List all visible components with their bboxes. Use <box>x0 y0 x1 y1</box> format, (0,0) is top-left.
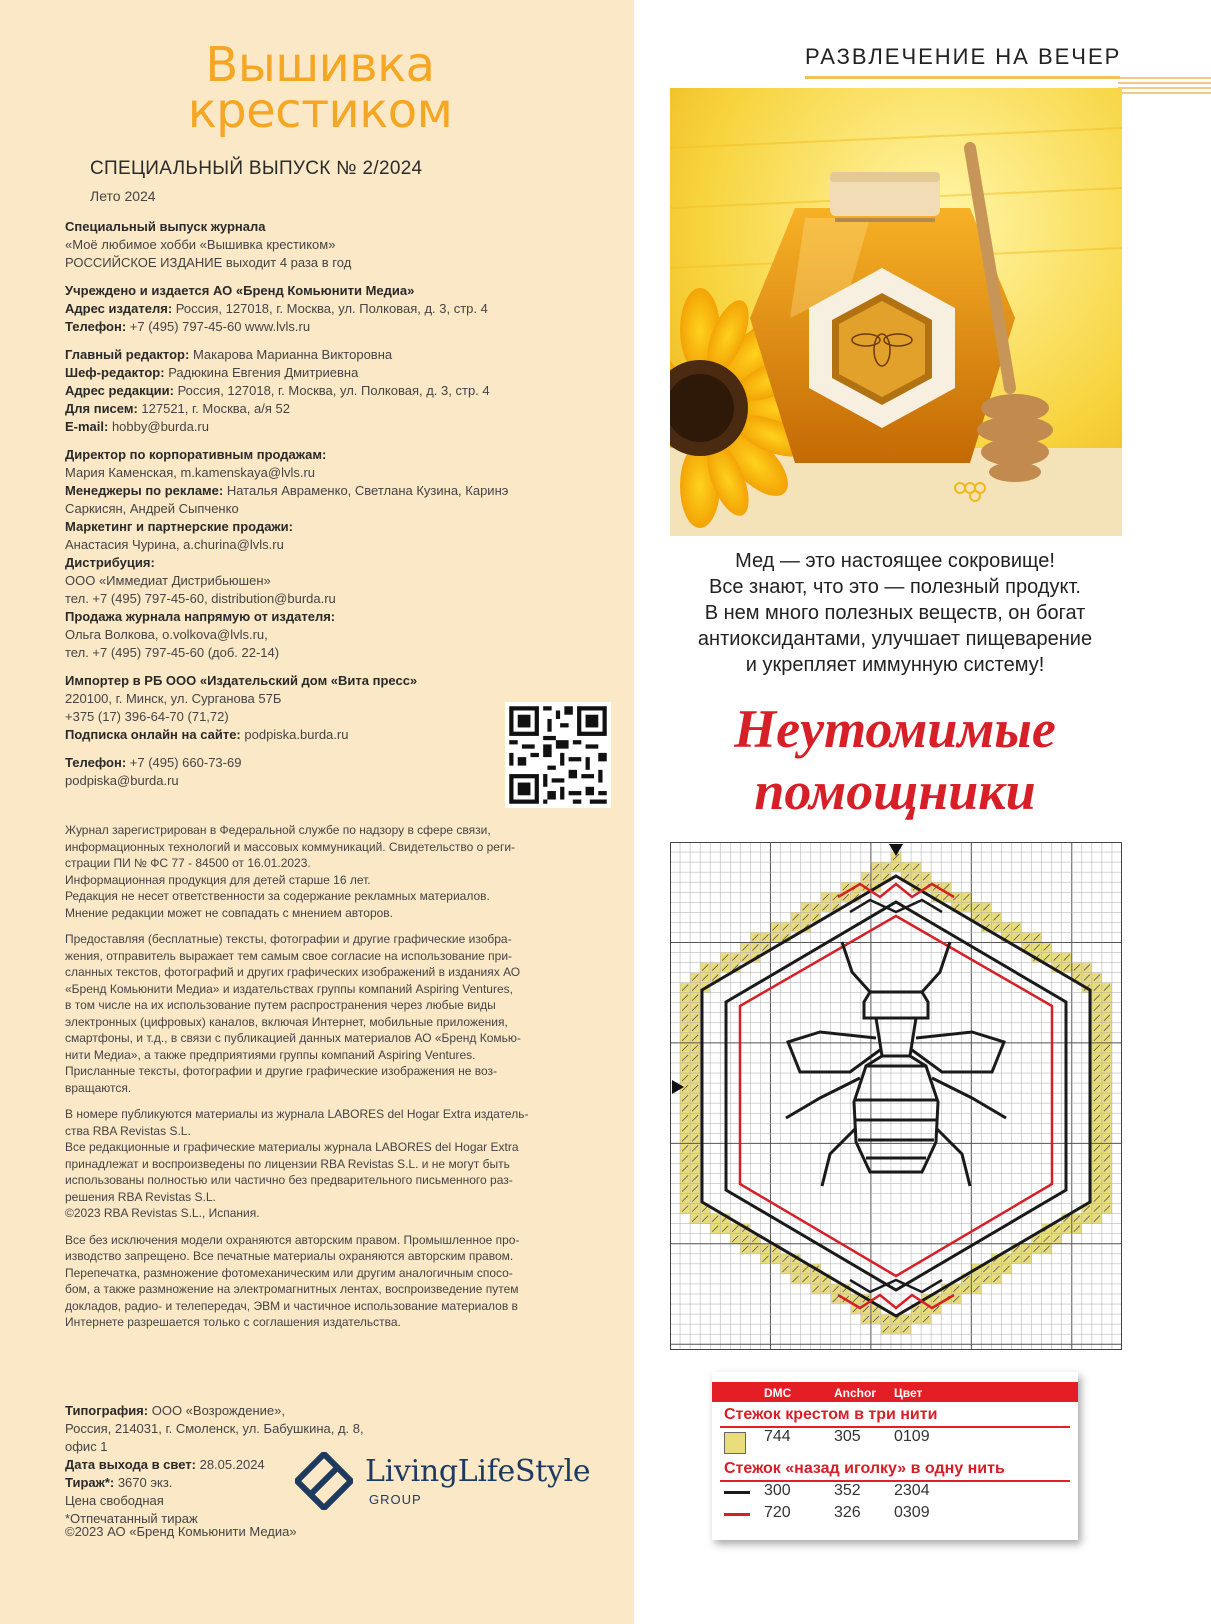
legal-line: Предоставляя (бесплатные) тексты, фотографии и другие графические изобра- <box>65 932 512 946</box>
label: Менеджеры по рекламе: <box>65 483 224 498</box>
cross-stitch-chart <box>670 842 1122 1350</box>
legal-line: нити Медиа», а также предприятиями группы компаний Aspiring Ventures. <box>65 1047 476 1062</box>
legal-line: использованы полностью или частично без предварительного письменного раз- <box>65 1173 513 1187</box>
backstitch-heading: Стежок «назад иголку» в одну нить <box>724 1460 1005 1477</box>
col-dmc: DMC <box>764 1386 792 1400</box>
legal-line: изводство запрещено. Все печатные материалы охраняются авторским правом. <box>65 1249 514 1263</box>
magazine-title <box>155 37 485 139</box>
key-header <box>712 1382 1078 1402</box>
legal-line: докладов, радио- и телепередач, ЭВМ и частичное использование материалов в <box>65 1298 518 1313</box>
special-label: Специальный выпуск журнала <box>65 219 266 234</box>
label: Директор по корпоративным продажам: <box>65 447 327 462</box>
legal-line: ства RBA Revistas S.L. <box>65 1123 191 1138</box>
anchor-code: 352 <box>834 1482 861 1499</box>
importer: Импортер в РБ ООО «Издательский дом «Вита пресс» <box>65 673 418 688</box>
label: Шеф-редактор: <box>65 365 165 380</box>
honeycomb-decor-icon <box>1118 62 1211 102</box>
release-date: 28.05.2024 <box>195 1457 265 1472</box>
legal-line: жения, отправитель выражает тем самым свое согласие на использование при- <box>65 948 513 963</box>
direct-sales: тел. +7 (495) 797-45-60 (доб. 22-14) <box>65 645 280 660</box>
legal-line: Интернете разрешается только с соглашения издательства. <box>65 1315 401 1329</box>
cross-stitch-heading: Стежок крестом в три нити <box>724 1406 938 1423</box>
intro-line: и укрепляет иммунную систему! <box>745 654 1045 676</box>
legal-line: Все без исключения модели охраняются авторским правом. Промышленное про- <box>65 1232 520 1247</box>
legal-line: Все редакционные и графические материалы журнала LABORES del Hogar Extra <box>65 1140 519 1154</box>
logo-name: LivingLifeStyle <box>365 1454 591 1489</box>
intro-line: антиоксидантами, улучшает пищеварение <box>697 628 1093 650</box>
legal-line: Редакция не несет ответственности за содержание рекламных материалов. <box>65 889 490 903</box>
intro-text <box>660 548 1130 678</box>
anchor-code: 305 <box>834 1428 861 1445</box>
col-color: Цвет <box>894 1386 923 1400</box>
price: Цена свободная <box>65 1493 164 1508</box>
key-row <box>712 1482 1078 1502</box>
chef-editor: Радюкина Евгения Дмитриевна <box>164 365 359 380</box>
label: Продажа журнала напрямую от издателя: <box>65 609 336 624</box>
dmc-code: 300 <box>764 1482 791 1499</box>
publisher-address: Россия, 127018, г. Москва, ул. Полковая, д. 3, стр. 4 <box>172 301 488 316</box>
color-code: 0109 <box>894 1428 930 1445</box>
label: Для писем: <box>65 401 138 416</box>
title-line-2: крестиком <box>187 83 453 139</box>
label: Телефон: <box>65 755 127 770</box>
print-run: 3670 экз. <box>114 1475 173 1490</box>
honey-jar-photo <box>670 88 1122 536</box>
importer-phone: +375 (17) 396-64-70 (71,72) <box>65 709 229 724</box>
qr-code-icon[interactable] <box>505 702 611 808</box>
color-code: 2304 <box>894 1482 930 1499</box>
legal-line: Присланные тексты, фотографии и другие графические изображения не воз- <box>65 1064 498 1078</box>
corp-sales: Мария Каменская, m.kamenskaya@lvls.ru <box>65 465 316 480</box>
legal-line: Журнал зарегистрирован в Федеральной службе по надзору в сфере связи, <box>65 823 491 837</box>
intro-line: В нем много полезных веществ, он богат <box>704 602 1086 624</box>
issue-season: Лето 2024 <box>90 188 156 204</box>
dmc-code: 720 <box>764 1504 791 1521</box>
legal-line: ©2023 RBA Revistas S.L., Испания. <box>65 1206 260 1220</box>
label: Адрес издателя: <box>65 301 173 316</box>
label: Типография: <box>65 1403 149 1418</box>
publisher-phone: +7 (495) 797-45-60 www.lvls.ru <box>126 319 311 334</box>
dmc-code: 744 <box>764 1428 791 1445</box>
legal-line: смартфоны, и т.д., в связи с публикацией данных материалов АО «Бренд Комью- <box>65 1031 521 1045</box>
subscription-phone: +7 (495) 660-73-69 <box>126 755 242 770</box>
legal-line: принадлежат и воспроизведены по лицензии RBA Revistas S.L. и не могут быть <box>65 1156 510 1171</box>
legal-line: Информационная продукция для детей старше 16 лет. <box>65 872 371 887</box>
issue-number: СПЕЦИАЛЬНЫЙ ВЫПУСК № 2/2024 <box>90 158 423 179</box>
section-title: РАЗВЛЕЧЕНИЕ НА ВЕЧЕР <box>805 44 1122 69</box>
yellow-swatch-icon <box>724 1432 746 1454</box>
legal-line: решения RBA Revistas S.L. <box>65 1189 216 1204</box>
headline-line-1: Неутомимые <box>734 699 1056 759</box>
label: Главный редактор: <box>65 347 190 362</box>
label: Адрес редакции: <box>65 383 174 398</box>
legal-line: В номере публикуются материалы из журнала LABORES del Hogar Extra издатель- <box>65 1107 529 1121</box>
legal-line: вращаются. <box>65 1080 132 1095</box>
letters-address: 127521, г. Москва, а/я 52 <box>137 401 290 416</box>
legal-paragraph <box>65 931 595 1096</box>
print-run-note: *Отпечатанный тираж <box>65 1511 198 1526</box>
label: Маркетинг и партнерские продажи: <box>65 519 293 534</box>
chief-editor: Макарова Марианна Викторовна <box>189 347 393 362</box>
col-anchor: Anchor <box>834 1386 876 1400</box>
printing-address: Россия, 214031, г. Смоленск, ул. Бабушкина, д. 8, офис 1 <box>65 1421 364 1454</box>
printing-house: ООО «Возрождение», <box>148 1403 285 1418</box>
color-key <box>712 1372 1078 1540</box>
key-row <box>712 1504 1078 1524</box>
ad-managers: Саркисян, Андрей Сыпченко <box>65 501 239 516</box>
ad-managers: Наталья Авраменко, Светлана Кузина, Каринэ <box>223 483 509 498</box>
legal-text <box>65 822 595 1341</box>
label: Подписка онлайн на сайте: <box>65 727 241 742</box>
label: Дистрибуция: <box>65 555 155 570</box>
title-line-1: Вышивка <box>205 37 435 93</box>
label: Телефон: <box>65 319 127 334</box>
editorial-address: Россия, 127018, г. Москва, ул. Полковая, д. 3, стр. 4 <box>173 383 490 398</box>
legal-line: бом, а также размножение на электромагнитных лентах, воспроизведение путем <box>65 1282 519 1296</box>
legal-line: «Бренд Комьюнити Медиа» и издательствах группы компаний Aspiring Ventures, <box>65 981 513 996</box>
legal-paragraph <box>65 822 595 921</box>
copyright: ©2023 АО «Бренд Комьюнити Медиа» <box>65 1524 297 1539</box>
key-row <box>712 1428 1078 1448</box>
section-underline <box>805 76 1120 79</box>
llg-logo-icon <box>295 1452 353 1510</box>
importer-address: 220100, г. Минск, ул. Сурганова 57Б <box>65 691 282 706</box>
legal-paragraph <box>65 1106 595 1222</box>
legal-line: электронных (цифровых) каналов, включая Интернет, мобильные приложения, <box>65 1014 508 1029</box>
special-line: «Моё любимое хобби «Вышивка крестиком» <box>65 237 336 252</box>
headline-line-2: помощники <box>754 761 1036 821</box>
subscription-link[interactable]: podpiska.burda.ru <box>240 727 349 742</box>
anchor-code: 326 <box>834 1504 861 1521</box>
publisher-logo[interactable] <box>295 1448 615 1512</box>
distribution: ООО «Иммедиат Дистрибьюшен» <box>65 573 271 588</box>
color-code: 0309 <box>894 1504 930 1521</box>
logo-group: GROUP <box>369 1492 422 1507</box>
intro-line: Мед — это настоящее сокровище! <box>735 550 1055 572</box>
black-line-icon <box>724 1491 750 1494</box>
marketing: Анастасия Чурина, a.churina@lvls.ru <box>65 537 284 552</box>
special-line: РОССИЙСКОЕ ИЗДАНИЕ выходит 4 раза в год <box>65 255 352 270</box>
subscription-email: podpiska@burda.ru <box>65 773 179 788</box>
distribution: тел. +7 (495) 797-45-60, distribution@burda.ru <box>65 591 336 606</box>
article-headline <box>660 698 1130 822</box>
red-line-icon <box>724 1513 750 1516</box>
legal-line: страции ПИ № ФС 77 - 84500 от 16.01.2023. <box>65 856 311 870</box>
legal-paragraph <box>65 1232 595 1331</box>
label: E-mail: <box>65 419 109 434</box>
legal-line: Мнение редакции может не совпадать с мнением авторов. <box>65 905 394 920</box>
label: Тираж*: <box>65 1475 115 1490</box>
legal-line: Перепечатка, размножение фотомеханическим или другим аналогичным спосо- <box>65 1265 513 1280</box>
legal-line: сланных текстов, фотографий и других графических изображений в изданиях АО <box>65 965 521 979</box>
label: Дата выхода в свет: <box>65 1457 196 1472</box>
founder: Учреждено и издается АО «Бренд Комьюнити Медиа» <box>65 283 415 298</box>
legal-line: информационных технологий и массовых коммуникаций. Свидетельство о реги- <box>65 839 516 854</box>
email: hobby@burda.ru <box>108 419 209 434</box>
direct-sales: Ольга Волкова, o.volkova@lvls.ru, <box>65 627 268 642</box>
legal-line: в том числе на их использование путем распространения через любые виды <box>65 998 496 1012</box>
intro-line: Все знают, что это — полезный продукт. <box>709 576 1081 598</box>
